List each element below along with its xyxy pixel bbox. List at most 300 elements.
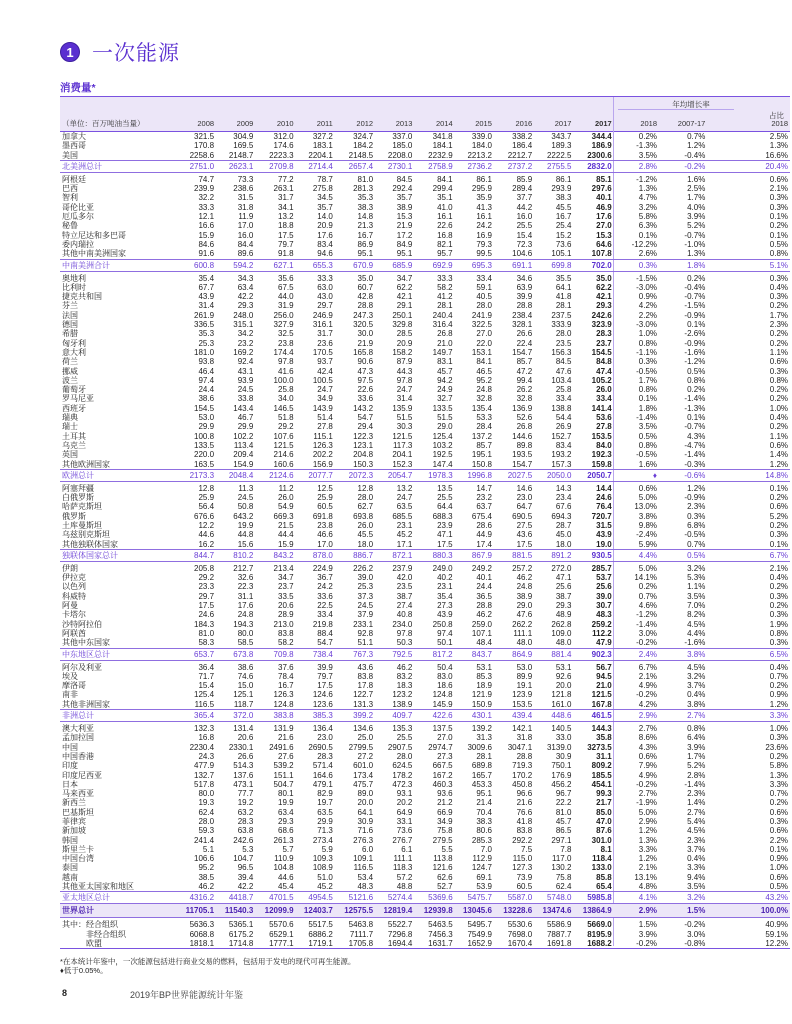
row-label: 阿塞拜疆 — [62, 483, 94, 493]
growth-2007-17-cell: 3.0% — [687, 929, 706, 939]
growth-2007-17-cell: -1.0% — [684, 239, 706, 249]
value-cell: 47.9 — [596, 638, 612, 648]
value-cell: 66.9 — [437, 807, 453, 817]
growth-2007-17-cell: -0.3% — [684, 459, 706, 469]
share-cell: 0.2% — [769, 493, 788, 503]
value-cell: 2758.9 — [414, 160, 454, 172]
share-cell: 2.3% — [769, 320, 788, 330]
growth-2018-cell: -0.2% — [636, 638, 657, 648]
growth-rate-group-label: 年均增长率 — [672, 100, 710, 109]
value-cell: 95.1 — [396, 249, 413, 259]
value-cell: 292.4 — [392, 184, 413, 194]
value-cell: 5369.6 — [414, 892, 454, 904]
value-cell: 15.3 — [396, 212, 413, 222]
share-cell: 43.2% — [707, 892, 790, 904]
value-cell: 38.9 — [396, 202, 413, 212]
value-cell: 25.3 — [357, 582, 374, 592]
value-cell: 118.3 — [392, 863, 413, 873]
value-cell: 157.3 — [551, 459, 572, 469]
table-row — [60, 771, 790, 780]
row-label: 中东地区总计 — [60, 648, 176, 660]
value-cell: 261.3 — [273, 835, 294, 845]
growth-2007-17-cell: 1.8% — [659, 259, 707, 271]
value-cell: 2258.6 — [189, 150, 215, 160]
value-cell: 169.2 — [233, 347, 254, 357]
value-cell: 12.8 — [357, 483, 374, 493]
value-cell: 479.1 — [312, 779, 333, 789]
value-cell: 154.5 — [194, 403, 215, 413]
value-cell: 891.2 — [534, 549, 573, 561]
table-row — [60, 521, 790, 530]
table-row — [60, 530, 790, 539]
value-cell: 87.6 — [596, 826, 612, 836]
value-cell: 460.3 — [432, 779, 453, 789]
growth-2018-cell: 13.1% — [634, 872, 657, 882]
value-cell: 1996.8 — [455, 469, 494, 481]
value-cell: 5587.0 — [494, 892, 534, 904]
value-cell: 5.7 — [282, 844, 294, 854]
value-cell: 316.1 — [312, 320, 333, 330]
value-cell: 26.0 — [596, 385, 612, 395]
table-row — [60, 930, 790, 939]
value-cell: 40.1 — [476, 573, 492, 583]
value-cell: 35.5 — [555, 273, 572, 283]
growth-2007-17-cell: 6.8% — [687, 520, 706, 530]
growth-2018-cell: 0.9% — [638, 292, 657, 302]
growth-2007-17-cell: 5.2% — [687, 221, 706, 231]
value-cell: 134.6 — [353, 724, 374, 734]
value-cell: 219.8 — [312, 619, 333, 629]
table-row — [60, 193, 790, 202]
value-cell: 339.0 — [471, 132, 492, 141]
growth-2007-17-cell: 1.7% — [687, 193, 706, 203]
growth-2018-cell: 1.2% — [638, 854, 657, 864]
value-cell: 97.8 — [278, 357, 294, 367]
value-cell: 333.9 — [551, 320, 572, 330]
growth-2018-cell: -0.5% — [636, 450, 657, 460]
value-cell: 5522.7 — [387, 920, 413, 930]
growth-2007-17-cell: 0.8% — [687, 375, 706, 385]
value-cell: 28.0 — [476, 301, 492, 311]
value-cell: 27.2 — [357, 751, 374, 761]
row-label: 阿尔及利亚 — [62, 662, 102, 672]
share-cell: 23.6% — [765, 742, 788, 752]
value-cell: 35.1 — [437, 193, 453, 203]
value-cell: 64.7 — [516, 502, 533, 512]
value-cell: 92.8 — [357, 628, 374, 638]
value-cell: 45.5 — [555, 202, 572, 212]
growth-2007-17-cell: -1.6% — [684, 638, 706, 648]
growth-2007-17-cell: 2.3% — [687, 502, 706, 512]
value-cell: 23.0 — [516, 493, 533, 503]
value-cell: 121.6 — [432, 863, 453, 873]
row-label: 希腊 — [62, 329, 78, 339]
value-cell: 17.5 — [198, 601, 215, 611]
value-cell: 41.6 — [278, 366, 294, 376]
value-cell: 47.4 — [596, 366, 612, 376]
value-cell: 16.1 — [437, 212, 453, 222]
table-row — [60, 836, 790, 845]
value-cell: 28.8 — [516, 301, 533, 311]
value-cell: 76.6 — [516, 807, 533, 817]
value-cell: 25.5 — [516, 221, 533, 231]
value-cell: 37.7 — [516, 193, 533, 203]
table-row — [60, 240, 790, 249]
growth-2018-cell: ♦ — [614, 469, 659, 481]
value-cell: 5586.9 — [546, 920, 572, 930]
value-cell: 2907.5 — [387, 742, 413, 752]
value-cell: 35.3 — [198, 329, 215, 339]
value-cell: 23.2 — [476, 493, 492, 503]
growth-2018-cell: 0.3% — [638, 357, 657, 367]
value-cell: 24.9 — [437, 385, 453, 395]
value-cell: 12099.9 — [255, 904, 295, 918]
value-cell: 16.0 — [516, 212, 533, 222]
table-row — [60, 329, 790, 338]
table-row — [60, 573, 790, 582]
value-cell: 139.2 — [471, 724, 492, 734]
page-title: 一次能源 — [92, 42, 180, 65]
row-label: 匈牙利 — [62, 338, 86, 348]
value-cell: 110.9 — [274, 854, 294, 864]
value-cell: 16.7 — [555, 212, 572, 222]
growth-2018-cell: 0.7% — [638, 591, 657, 601]
value-cell: 193.2 — [551, 450, 572, 460]
value-cell: 40.5 — [476, 292, 492, 302]
value-cell: 51.8 — [278, 413, 294, 423]
value-cell: 42.4 — [317, 366, 333, 376]
value-cell: 17.6 — [596, 212, 612, 222]
value-cell: 11705.1 — [176, 904, 216, 918]
row-label: 日本 — [62, 779, 78, 789]
row-label: 伊朗 — [62, 563, 78, 573]
value-cell: 63.7 — [476, 502, 492, 512]
value-cell: 32.7 — [437, 394, 453, 404]
footnote: *在本统计年鉴中，一次能源包括进行商业交易的燃料，包括用于发电的现代可再生能源。 — [60, 957, 356, 966]
value-cell: 124.6 — [312, 690, 333, 700]
value-cell: 176.9 — [551, 770, 572, 780]
value-cell: 95.7 — [437, 249, 453, 259]
value-cell: 34.3 — [237, 273, 254, 283]
value-cell: 792.5 — [375, 648, 414, 660]
row-label: 委内瑞拉 — [62, 239, 94, 249]
value-cell: 116.5 — [353, 863, 374, 873]
value-cell: 28.8 — [357, 301, 374, 311]
table-row — [60, 141, 790, 150]
value-cell: 143.9 — [312, 403, 333, 413]
value-cell: 140.5 — [551, 724, 572, 734]
value-cell: 40.2 — [437, 573, 453, 583]
value-cell: 17.0 — [237, 221, 254, 231]
value-cell: 62.4 — [198, 807, 215, 817]
value-cell: 127.3 — [512, 863, 533, 873]
value-cell: 21.0 — [437, 338, 453, 348]
value-cell: 473.1 — [233, 779, 254, 789]
growth-2018-cell: 2.8% — [614, 160, 659, 172]
value-cell: 517.8 — [194, 779, 215, 789]
value-cell: 272.0 — [551, 563, 572, 573]
row-label: 越南 — [62, 872, 78, 882]
value-cell: 85.9 — [516, 174, 533, 184]
value-cell: 226.2 — [353, 563, 374, 573]
growth-2018-cell: -1.1% — [636, 347, 657, 357]
value-cell: 73.9 — [516, 872, 533, 882]
value-cell: 44.2 — [516, 202, 533, 212]
table-row — [60, 620, 790, 629]
value-cell: 2799.5 — [348, 742, 374, 752]
value-cell: 38.6 — [237, 662, 254, 672]
value-cell: 54.4 — [555, 413, 572, 423]
subtotal-row — [60, 469, 790, 481]
table-row — [60, 512, 790, 521]
share-cell: 0.4% — [769, 662, 788, 672]
row-label: 世界总计 — [60, 904, 176, 918]
table-row — [60, 394, 790, 403]
value-cell: 35.8 — [596, 733, 612, 743]
value-cell: 150.3 — [353, 459, 374, 469]
value-cell: 31.8 — [516, 733, 533, 743]
table-row — [60, 320, 790, 329]
value-cell: 205.8 — [194, 563, 215, 573]
value-cell: 29.0 — [437, 422, 453, 432]
value-cell: 691.1 — [494, 259, 534, 271]
value-cell: 28.3 — [317, 751, 333, 761]
value-cell: 36.4 — [198, 662, 215, 672]
value-cell: 16.2 — [198, 539, 215, 549]
table-row — [60, 357, 790, 366]
value-cell: 24.8 — [237, 610, 254, 620]
growth-2007-17-cell: -1.4% — [684, 450, 706, 460]
value-cell: 42.1 — [596, 292, 612, 302]
value-cell: 37.3 — [357, 591, 374, 601]
value-cell: 18.9 — [476, 681, 492, 691]
value-cell: 53.1 — [476, 662, 492, 672]
value-cell: 63.0 — [317, 282, 333, 292]
value-cell: 234.0 — [392, 619, 413, 629]
growth-2007-17-cell: 3.9% — [687, 742, 706, 752]
table-row — [60, 249, 790, 259]
value-cell: 329.8 — [392, 320, 413, 330]
table-row — [60, 752, 790, 761]
value-cell: 12.8 — [198, 483, 215, 493]
value-cell: 695.3 — [455, 259, 494, 271]
value-cell: 249.2 — [471, 563, 492, 573]
value-cell: 7.5 — [521, 844, 533, 854]
growth-2007-17-cell: -0.6% — [659, 469, 707, 481]
value-cell: 91.6 — [198, 249, 215, 259]
value-cell: 810.2 — [216, 549, 255, 561]
growth-2018-cell: 0.8% — [638, 385, 657, 395]
table-row — [60, 761, 790, 770]
value-cell: 1978.3 — [414, 469, 454, 481]
subtotal-row — [60, 549, 790, 561]
row-label: 葡萄牙 — [62, 385, 86, 395]
value-cell: 23.5 — [555, 338, 572, 348]
row-label: 巴基斯坦 — [62, 807, 94, 817]
row-label: 欧盟 — [60, 939, 176, 949]
value-cell: 461.5 — [573, 710, 613, 722]
share-cell: 0.6% — [769, 174, 788, 184]
row-label: 科威特 — [62, 591, 86, 601]
growth-2018-cell: 3.5% — [638, 150, 657, 160]
value-cell: 600.8 — [176, 259, 216, 271]
value-cell: 2714.4 — [296, 160, 335, 172]
row-label: 中国 — [62, 742, 78, 752]
value-cell: 31.3 — [476, 733, 492, 743]
value-cell: 123.9 — [512, 690, 533, 700]
value-cell: 2204.1 — [308, 150, 333, 160]
value-cell: 96.6 — [516, 789, 533, 799]
value-cell: 22.2 — [555, 798, 572, 808]
value-cell: 2054.7 — [375, 469, 414, 481]
table-row — [60, 413, 790, 422]
value-cell: 132.7 — [194, 770, 215, 780]
value-cell: 1719.1 — [296, 939, 335, 949]
value-cell: 33.5 — [278, 591, 294, 601]
value-cell: 809.2 — [591, 761, 612, 771]
growth-2018-cell: 0.2% — [638, 132, 657, 141]
value-cell: 81.0 — [198, 628, 215, 638]
value-cell: 35.7 — [317, 202, 333, 212]
table-row — [60, 271, 790, 283]
value-cell: 78.7 — [317, 174, 333, 184]
value-cell: 111.1 — [513, 628, 533, 638]
value-cell: 84.4 — [237, 239, 254, 249]
value-cell: 1688.2 — [573, 939, 613, 949]
value-cell: 324.7 — [353, 132, 374, 141]
value-cell: 80.6 — [476, 826, 492, 836]
share-cell: 1.1% — [769, 431, 788, 441]
value-cell: 12575.5 — [335, 904, 375, 918]
value-cell: 138.9 — [392, 699, 413, 709]
row-label: 欧洲总计 — [60, 469, 176, 481]
value-cell: 59.3 — [198, 826, 215, 836]
value-cell: 51.1 — [357, 638, 374, 648]
value-cell: 82.1 — [437, 239, 453, 249]
growth-2007-17-cell: 5.2% — [687, 761, 706, 771]
share-cell: 0.3% — [769, 292, 788, 302]
value-cell: 17.5 — [278, 230, 294, 240]
value-cell: 142.1 — [512, 724, 533, 734]
growth-2007-17-cell: 3.2% — [659, 892, 707, 904]
value-cell: 26.6 — [237, 751, 254, 761]
value-cell: 47.2 — [516, 366, 533, 376]
value-cell: 28.6 — [476, 520, 492, 530]
growth-2007-17-cell: 4.0% — [687, 202, 706, 212]
value-cell: 14.3 — [555, 483, 572, 493]
value-cell: 41.0 — [437, 202, 453, 212]
value-cell: 75.8 — [555, 872, 572, 882]
value-cell: 40.1 — [596, 193, 612, 203]
value-cell: 5517.5 — [308, 920, 333, 930]
table-row — [60, 798, 790, 807]
growth-2018-cell: 1.3% — [638, 835, 657, 845]
column-header: 2017 — [554, 119, 572, 128]
value-cell: 13.5 — [437, 483, 453, 493]
value-cell: 96.5 — [237, 863, 254, 873]
column-header: 2012 — [356, 119, 374, 128]
table-row — [60, 690, 790, 699]
value-cell: 16.7 — [278, 681, 294, 691]
value-cell: 19.9 — [278, 798, 294, 808]
value-cell: 38.9 — [516, 591, 533, 601]
growth-2018-cell: 0.8% — [638, 338, 657, 348]
growth-2018-cell: 2.9% — [638, 817, 657, 826]
value-cell: 136.4 — [312, 724, 333, 734]
value-cell: 249.0 — [432, 563, 453, 573]
value-cell: 902.3 — [573, 648, 613, 660]
value-cell: 675.4 — [471, 511, 492, 521]
share-cell: 0.8% — [769, 375, 788, 385]
value-cell: 33.0 — [555, 733, 572, 743]
value-cell: 138.8 — [551, 403, 572, 413]
value-cell: 45.0 — [555, 530, 572, 540]
value-cell: 29.9 — [317, 817, 333, 826]
value-cell: 44.9 — [476, 530, 492, 540]
value-cell: 504.7 — [273, 779, 294, 789]
value-cell: 20.2 — [396, 798, 413, 808]
row-label: 马来西亚 — [62, 789, 94, 799]
growth-2007-17-cell: 0.2% — [687, 385, 706, 395]
share-cell: 0.3% — [769, 273, 788, 283]
row-label: 德国 — [62, 320, 78, 330]
value-cell: 93.7 — [317, 357, 333, 367]
growth-2007-17-cell: 2.7% — [687, 807, 706, 817]
value-cell: 46.2 — [476, 610, 492, 620]
value-cell: 84.9 — [396, 239, 413, 249]
value-cell: 365.4 — [176, 710, 216, 722]
value-cell: 237.5 — [551, 310, 572, 320]
share-cell: 0.3% — [769, 817, 788, 826]
value-cell: 28.4 — [476, 422, 492, 432]
value-cell: 273.4 — [312, 835, 333, 845]
share-cell: 6.5% — [707, 648, 790, 660]
value-cell: 28.8 — [476, 601, 492, 611]
value-cell: 11540.3 — [216, 904, 255, 918]
row-label: 白俄罗斯 — [62, 493, 94, 503]
value-cell: 95.1 — [476, 789, 492, 799]
value-cell: 15.9 — [198, 230, 215, 240]
value-cell: 46.2 — [396, 662, 413, 672]
growth-2018-cell: 2.1% — [638, 671, 657, 681]
growth-2007-17-cell: -0.9% — [684, 310, 706, 320]
value-cell: 147.4 — [432, 459, 453, 469]
row-label: 秘鲁 — [62, 221, 78, 231]
table-row — [60, 460, 790, 470]
value-cell: 39.0 — [357, 573, 374, 583]
value-cell: 107.8 — [591, 249, 612, 259]
column-header: 2018 — [640, 119, 657, 128]
growth-2018-cell: 9.8% — [638, 520, 657, 530]
value-cell: 48.4 — [476, 638, 492, 648]
row-label: 中南美洲合计 — [60, 259, 176, 271]
growth-2018-cell: 0.5% — [638, 431, 657, 441]
value-cell: 16.8 — [437, 230, 453, 240]
value-cell: 23.4 — [555, 493, 572, 503]
value-cell: 122.7 — [353, 690, 374, 700]
value-cell: 19.0 — [596, 539, 612, 549]
table-row — [60, 789, 790, 798]
value-cell: 571.4 — [312, 761, 333, 771]
value-cell: 87.9 — [396, 357, 413, 367]
value-cell: 161.0 — [551, 699, 572, 709]
growth-2007-17-cell: 0.7% — [687, 132, 706, 141]
growth-2018-cell: 3.0% — [638, 628, 657, 638]
row-label: 巴西 — [62, 184, 78, 194]
share-cell: 40.9% — [765, 920, 788, 930]
growth-2018-cell: 4.1% — [614, 892, 659, 904]
value-cell: 242.6 — [233, 835, 254, 845]
